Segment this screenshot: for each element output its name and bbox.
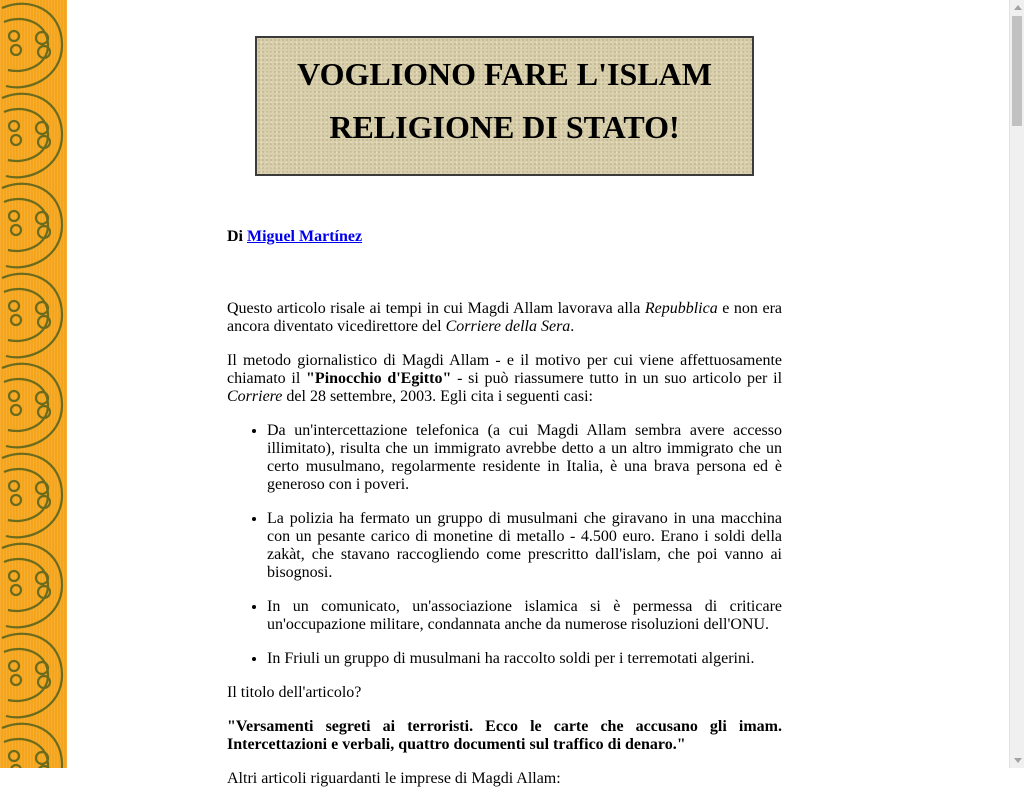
title-banner xyxy=(255,36,754,176)
list-item: • In Friuli un gruppo di musulmani ha raccolto soldi per i terremotati algerini. xyxy=(267,650,782,668)
author-link[interactable]: Miguel Martínez xyxy=(247,228,363,245)
nickname: "Pinocchio d'Egitto" xyxy=(306,370,452,387)
intro-paragraph xyxy=(227,300,782,336)
newspaper-name: Corriere della Sera xyxy=(445,318,571,335)
arrow-down-icon xyxy=(1014,758,1022,763)
headline-question: Il titolo dell'articolo? xyxy=(227,684,362,701)
list-item: • In un comunicato, un'associazione islamica si è permessa di criticare un'occupazione militare, condannata anche da numerose risoluzioni dell'ONU. xyxy=(267,598,782,634)
scroll-thumb[interactable] xyxy=(1012,16,1022,126)
scroll-down-button[interactable] xyxy=(1010,753,1024,768)
scroll-up-button[interactable] xyxy=(1010,0,1024,15)
method-text-1: Il metodo giornalistico di Magdi Allam - e il motivo per cui viene affettuosamente chiamato il xyxy=(227,352,782,387)
method-paragraph xyxy=(227,352,782,406)
intro-text-1: Questo articolo risale ai tempi in cui Magdi Allam lavorava alla xyxy=(227,300,645,317)
headline-quote xyxy=(227,718,782,754)
other-articles-label: Altri articoli riguardanti le imprese di Magdi Allam: xyxy=(227,770,561,787)
cases-list xyxy=(227,422,782,668)
newspaper-name: Repubblica xyxy=(644,300,718,317)
intro-text-3: . xyxy=(570,318,575,335)
headline-quote-text: "Versamenti segreti ai terroristi. Ecco le carte che accusano gli imam. Intercettazioni e verbali, quattro documenti sul traffico di denaro." xyxy=(227,718,782,753)
vertical-scrollbar[interactable] xyxy=(1009,0,1024,768)
byline-prefix: Di xyxy=(227,228,243,245)
decorative-border xyxy=(0,0,67,768)
method-text-2: - si può riassumere tutto in un suo articolo per il xyxy=(451,370,783,387)
intro-text-2: e non era ancora diventato vicedirettore del xyxy=(227,300,782,335)
page-title-line-1: VOGLIONO FARE L'ISLAM xyxy=(297,56,712,92)
list-item: • La polizia ha fermato un gruppo di musulmani che giravano in una macchina con un pesante carico di monetine di metallo - 4.500 euro. Erano i soldi della zakàt, che stavano raccogliendo come prescritto dall'islam, che poi vanno ai bisognosi. xyxy=(267,510,782,582)
method-text-3: del 28 settembre, 2003. Egli cita i seguenti casi: xyxy=(282,388,593,405)
swirl-pattern-icon xyxy=(0,0,67,768)
list-item: • Da un'intercettazione telefonica (a cui Magdi Allam sembra avere accesso illimitato), risulta che un immigrato avrebbe detto a un altro immigrato che un certo musulmano, regolarmente residente in Italia, è una brava persona ed è generoso con i poveri. xyxy=(267,422,782,494)
newspaper-name: Corriere xyxy=(227,388,283,405)
arrow-up-icon xyxy=(1014,5,1022,10)
article-body xyxy=(227,228,782,804)
byline xyxy=(227,228,782,246)
page-title-line-2: RELIGIONE DI STATO! xyxy=(329,109,680,145)
